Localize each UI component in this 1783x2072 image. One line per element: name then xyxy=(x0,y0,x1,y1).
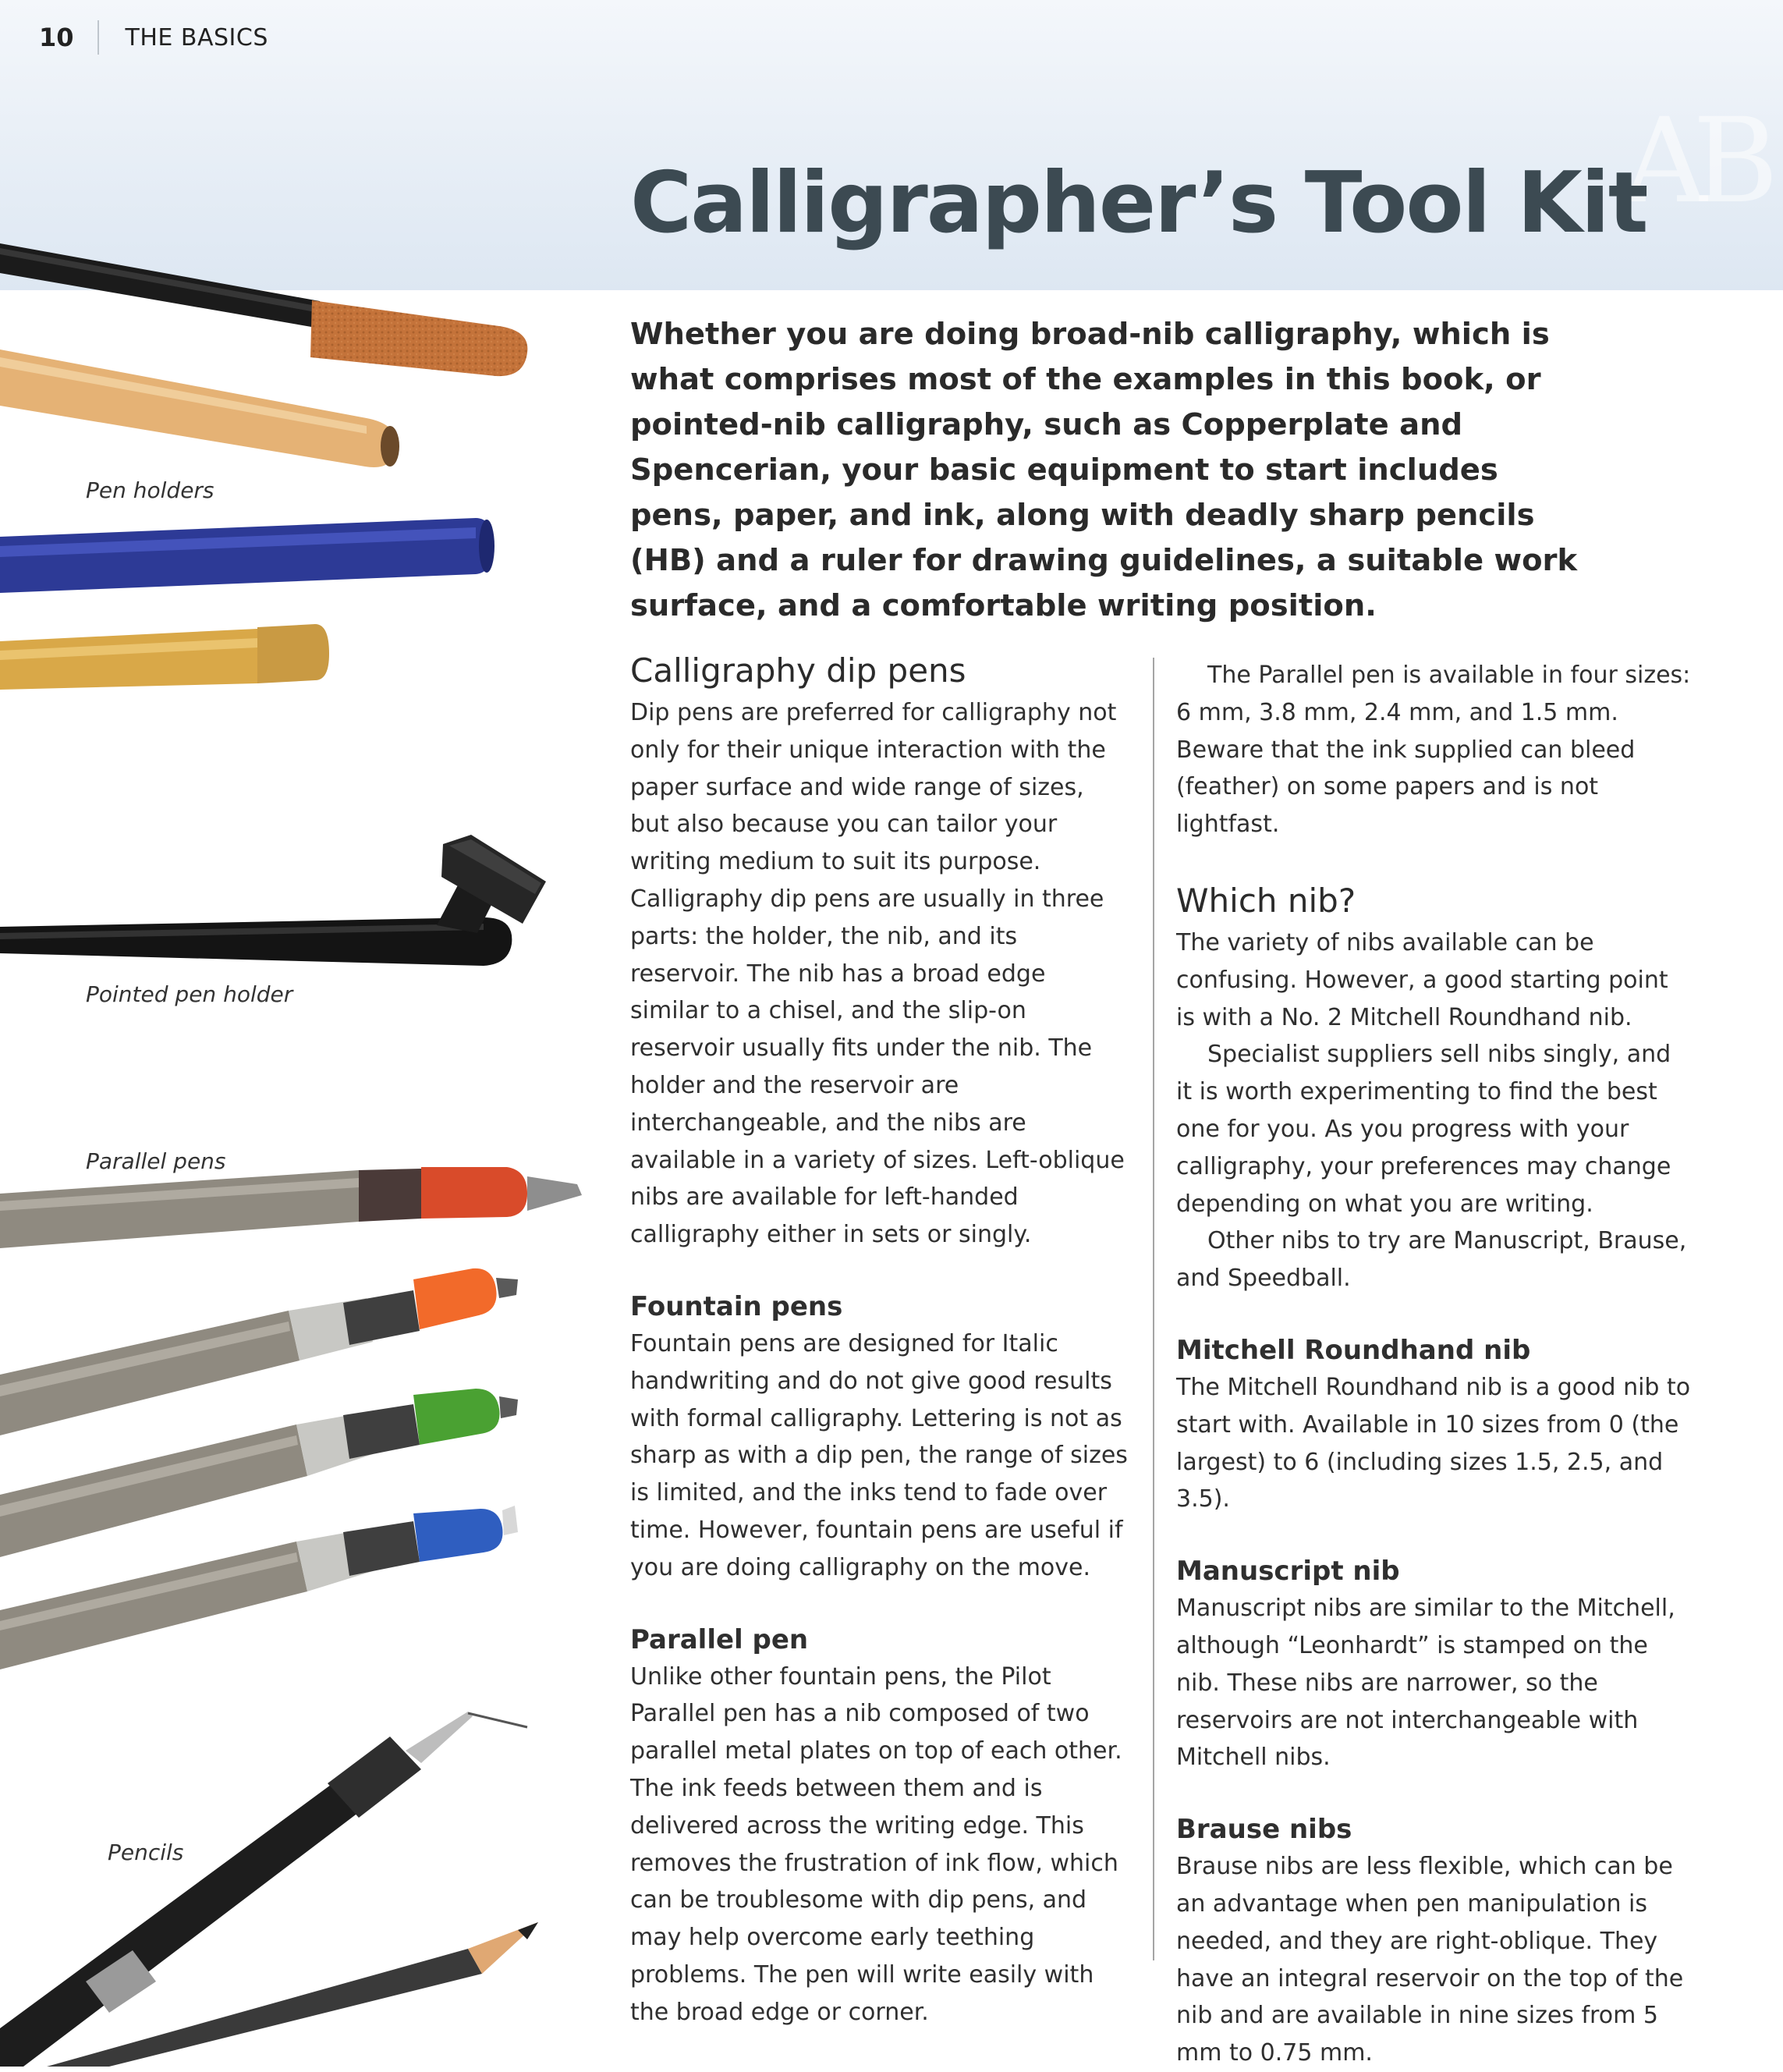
heading-parallel-pen: Parallel pen xyxy=(630,1623,809,1655)
pen-holder-blue xyxy=(0,518,494,593)
heading-dip-pens: Calligraphy dip pens xyxy=(630,651,966,690)
right-column xyxy=(1176,657,1691,2072)
pen-holder-yellow xyxy=(0,624,329,690)
watermark-letter-a: A xyxy=(1622,94,1707,229)
body-brause-nibs: Brause nibs are less flexible, which can be an advantage when pen manipulation is needed, and they are right-oblique. They have an integral reservoir on the top of the nib and are available in nine sizes from 5 mm to 0.75 mm. xyxy=(1176,1853,1684,2067)
caption-pen-holders: Pen holders xyxy=(86,477,214,503)
body-manuscript-nib: Manuscript nibs are similar to the Mitchell, although “Leonhardt” is stamped on the nib. These nibs are narrower, so the reservoirs are not interchangeable with Mitchell nibs. xyxy=(1176,1595,1675,1772)
page-title: Calligrapher’s Tool Kit xyxy=(630,154,1647,252)
watermark-letter-b: B xyxy=(1693,94,1779,229)
caption-pencils: Pencils xyxy=(108,1840,184,1865)
heading-manuscript-nib: Manuscript nib xyxy=(1176,1556,1400,1588)
body-parallel-sizes: The Parallel pen is available in four sizes: 6 mm, 3.8 mm, 2.4 mm, and 1.5 mm. Beware that the ink supplied can bleed (feather) on some papers and is not lightfast. xyxy=(1176,662,1691,839)
tools-photo xyxy=(0,0,608,2067)
body-which-nib-1: The variety of nibs available can be confusing. However, a good starting point is with a No. 2 Mitchell Roundhand nib. xyxy=(1176,928,1668,1031)
body-fountain-pens: Fountain pens are designed for Italic handwriting and do not give good results with formal calligraphy. Lettering is not as sharp as with a dip pen, the range of sizes is limited, and the inks tend to fade over time. However, fountain pens are useful if you are doing calligraphy on the move. xyxy=(630,1329,1128,1581)
body-which-nib-3: Other nibs to try are Manuscript, Brause, and Speedball. xyxy=(1176,1227,1687,1293)
page-number: 10 xyxy=(39,23,74,52)
body-which-nib-2: Specialist suppliers sell nibs singly, and it is worth experimenting to find the best one for you. As you progress with your calligraphy, your preferences may change depending on what you are writing. xyxy=(1176,1041,1671,1218)
intro-paragraph: Whether you are doing broad-nib calligraphy, which is what comprises most of the examples in this book, or pointed-nib calligraphy, such as Copperplate and Spencerian, your basic equipment to start includes pens, paper, and ink, along with deadly sharp pencils (HB) and a ruler for drawing guidelines, a suitable work surface, and a comfortable writing position. xyxy=(630,317,1578,623)
heading-which-nib: Which nib? xyxy=(1176,881,1356,920)
caption-parallel-pens: Parallel pens xyxy=(86,1148,226,1174)
caption-pointed-pen-holder: Pointed pen holder xyxy=(86,981,293,1007)
body-mitchell-nib: The Mitchell Roundhand nib is a good nib to start with. Available in 10 sizes from 0 (the largest) to 6 (including sizes 1.5, 2.5, and 3.5). xyxy=(1176,1373,1691,1513)
section-name: THE BASICS xyxy=(125,23,268,51)
left-column xyxy=(630,648,1129,2031)
heading-brause-nibs: Brause nibs xyxy=(1176,1814,1352,1846)
heading-mitchell-nib: Mitchell Roundhand nib xyxy=(1176,1334,1531,1366)
heading-fountain-pens: Fountain pens xyxy=(630,1290,843,1322)
pen-holder-black-cork xyxy=(0,243,527,376)
pointed-pen-holder xyxy=(0,835,546,966)
body-dip-pens: Dip pens are preferred for calligraphy not only for their unique interaction with the paper surface and wide range of sizes, but also because you can tailor your writing medium to suit its purpose. Calligraphy dip pens are usually in three parts: the holder, the nib, and its reservoir. The nib has a broad edge similar to a chisel, and the slip-on reservoir usually fits under the nib. The holder and the reservoir are interchangeable, and the nibs are available in a variety of sizes. Left-oblique nibs are available for left-handed calligraphy either in sets or singly. xyxy=(630,699,1125,1249)
parallel-pen-red xyxy=(0,1167,582,1248)
body-parallel-pen: Unlike other fountain pens, the Pilot Parallel pen has a nib composed of two parallel metal plates on top of each other. The ink feeds between them and is delivered across the writing edge. This removes the frustration of ink flow, which can be troublesome with dip pens, and may help overcome early teething problems. The pen will write easily with the broad edge or corner. xyxy=(630,1662,1122,2026)
pen-holder-wooden xyxy=(0,349,399,467)
column-divider xyxy=(1153,658,1154,1960)
